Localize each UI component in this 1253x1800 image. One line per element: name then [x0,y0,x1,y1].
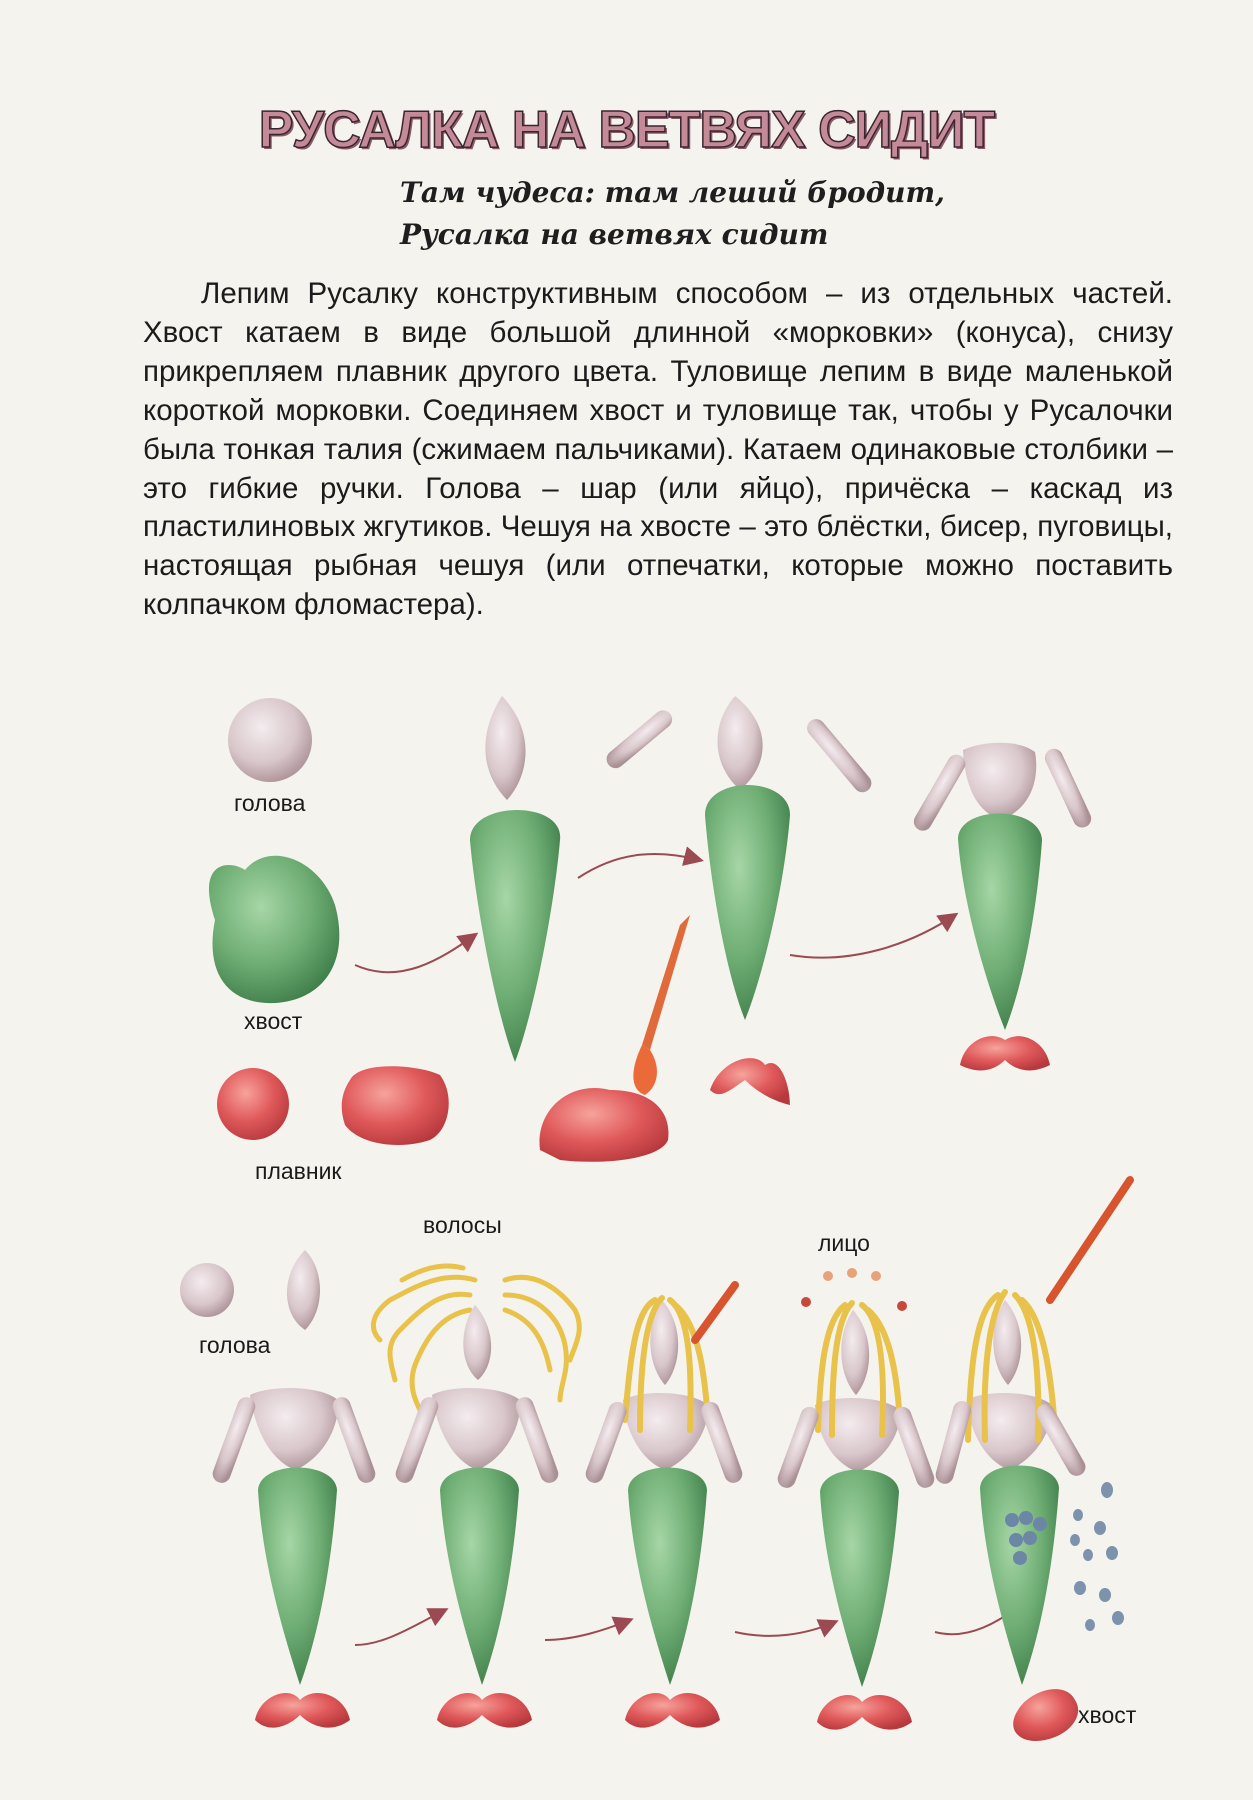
step-assembled [911,743,1095,1071]
mermaid-figure-3 [583,1285,745,1728]
step-cone-arms [603,696,875,1020]
fin-ball [217,1068,289,1140]
head-ball-bottom [180,1250,320,1330]
arrow-4 [355,1610,445,1645]
label-fin: плавник [255,1158,342,1184]
fin-shape-small [710,1058,790,1105]
label-hair: волосы [423,1212,502,1238]
loose-scales [1070,1482,1124,1631]
mermaid-figure-5 [934,1180,1130,1741]
mermaid-figure-4 [775,1268,937,1730]
arrow-5 [545,1620,630,1640]
instructions-paragraph: Лепим Русалку конструктивным способом – из отдельных частей. Хвост катаем в виде большой длинной «морковки» (конуса), снизу прикрепляем плавник другого цвета. Туловище лепим в виде маленькой короткой морковки. Соединяем хвост и туловище так, чтобы у Русалочки была тонкая талия (сжимаем пальчиками). Катаем одинаковые столбики – это гибкие ручки. Голова – шар (или яйцо), причёска – каскад из пластилиновых жгутиков. Чешуя на хвосте – это блёстки, бисер, пуговицы, настоящая рыбная чешуя (или отпечатки, которые можно поставить колпачком фломастера). [143,277,1173,622]
page-title: РУСАЛКА НА ВЕТВЯХ СИДИТ [258,101,995,159]
label-head-bottom: голова [199,1332,271,1358]
tail-clay-lump [209,856,339,1003]
label-head-top: голова [234,790,306,816]
step-cone-head [470,696,560,1062]
mermaid-figure-2 [393,1305,561,1728]
label-tail-bottom: хвост [1078,1702,1137,1728]
fin-flat-piece [342,1066,449,1145]
epigraph-line-2: Русалка на ветвях сидит [400,218,829,251]
fin-being-shaped [540,915,690,1162]
arrow-6 [735,1622,835,1636]
arrow-1 [355,935,475,972]
label-tail-top: хвост [244,1008,303,1034]
label-face: лицо [818,1230,870,1256]
head-ball [228,698,312,782]
arrow-3 [790,915,955,958]
arrow-2 [578,854,700,878]
epigraph-line-1: Там чудеса: там леший бродит, [400,176,945,209]
mermaid-figure-1 [210,1388,378,1728]
